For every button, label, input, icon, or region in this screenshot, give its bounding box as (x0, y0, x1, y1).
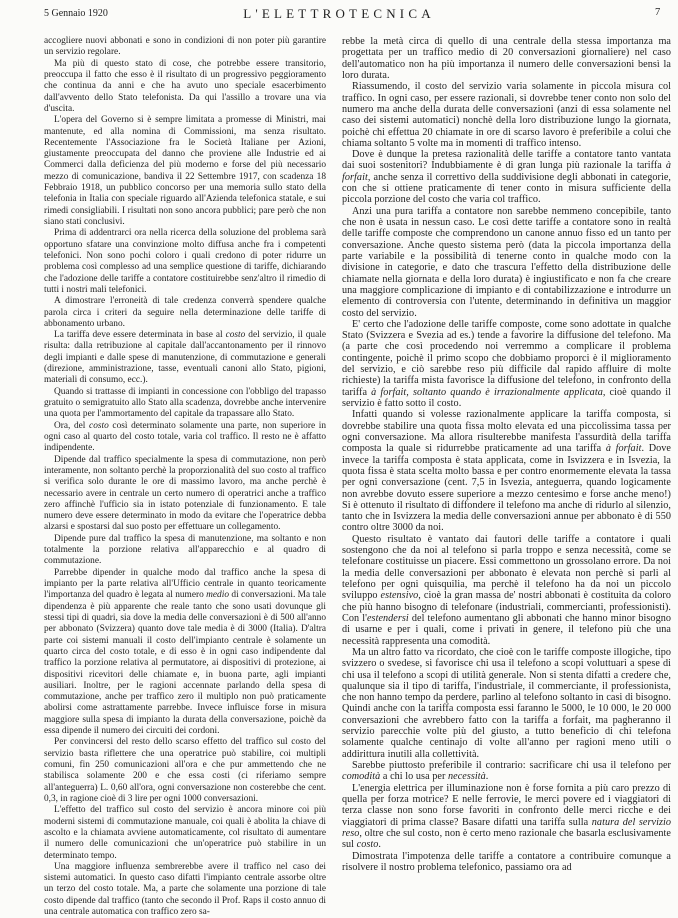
text-run: Dimostrata l'impotenza delle tariffe a contatore a contribuire comunque a risolvere il nostro problema telefonico, passiamo ora ad (342, 850, 671, 873)
paragraph (342, 783, 671, 851)
text-run: Dove è dunque la pretesa razionalità delle tariffe a contatore tanto vantata dai suoi sostenitori? Indubbiamente è di gran lunga più razionale la tariffa (342, 149, 671, 172)
text-run: A dimostrare l'erroneità di tale credenza converrà spendere qualche parola circa i criteri da seguire nella determinazione delle tariffe di abbonamento urbano. (44, 296, 326, 329)
text-run: Per convincersi del resto dello scarso effetto del traffico sul costo del servizio basta riflettere che una operatrice può stabilire, coi multipli comuni, fin 250 comunicazioni all'ora e che pur ammettendo che ne stabilisca solamente 200 e che essa costi (ci riferiamo sempre all'anteguerra) L. 0,60 all'ora, ogni conversazione non costerebbe che cent. 0,3, in ragione cioè di 3 lire per ogni 1000 conversazioni. (44, 737, 326, 804)
text-run: E' certo che l'adozione delle tariffe composte, come sono adottate in qualche Stato (Svizzera e Svezia ad es.) tende a favorire la diffusione del telefono. Ma (a parte che così procedendo noi verremmo a complicare il problema contingente, poichè il primo scopo che dobbiamo proporci è il miglioramento del servizio, e ciò sarebbe reso più difficile dal rapido affluire di molte richieste) la tariffa mista favorisce la diffusione del telefono, in confronto della tariffa (342, 318, 671, 398)
text-run: Ma più di questo stato di cose, che potrebbe essere transitorio, preoccupa il fatto che esso è il risultato di un progressivo peggioramento che continua da anni e che ha avuto uno speciale esacerbimento dall'avvento dello Stato telefonista. Da qui l'assillo a trovare una via d'uscita. (44, 58, 326, 114)
paragraph (44, 862, 326, 918)
text-run: La tariffa deve essere determinata in base al (54, 330, 226, 341)
text-run: , oltre che sul costo, non è certo meno razionale che basarla esclusivamente sul (342, 827, 671, 851)
text-run: Una maggiore influenza sembrerebbe avere il traffico nel caso dei sistemi automatici. In questo caso difatti l'impianto centrale assorbe oltre un terzo del costo totale. Ma, a parte che solamente una porzione di tale costo dipende dal traffico (tanto che secondo il Prof. Raps il costo annuo di una centrale automatica con traffico zero sa- (44, 861, 326, 918)
paragraph (44, 737, 326, 805)
text-run: , cioè la gran massa de' nostri abbonati è costituita da coloro che più hanno bisogno di telefonare (industriali, commercianti, professionisti). Con l' (342, 590, 671, 624)
italic-text: comodità (342, 771, 381, 783)
italic-text: à forfait, soltanto quando è irrazionalmente applicata (371, 386, 603, 398)
paragraph (44, 296, 326, 330)
text-run: L'energia elettrica per illuminazione non è forse fornita a più caro prezzo di quella per forza motrice? E nelle ferrovie, le merci povere ed i viaggiatori di terza classe non sono forse favoriti in confronto delle merci ricche e dei viaggiatori di prima classe? Basare difatti una tariffa sulla (342, 782, 671, 828)
text-run: Quando si trattasse di impianti in concessione con l'obbligo del trapasso gratuito o semigratuito allo Stato alla scadenza, dovrebbe anche intervenire una quota per l'ammortamento del capitale da trapassare allo Stato. (44, 386, 326, 420)
text-run: del servizio, il quale risulta: dalla retribuzione al capitale dall'accantonamento per il rinnovo degli impianti e dalle spese di manutenzione, di commutazione e generali (direzione, amministrazione, tasse, eventuali canoni allo Stato, pigioni, materiali di consumo, ecc.). (44, 330, 326, 386)
text-run: L'opera del Governo si è sempre limitata a promesse di Ministri, mai mantenute, ed alla nomina di Commissioni, ma senza risultato. Recentemente l'Associazione fra le Società Italiane per Azioni, giustamente preoccupata del danno che proviene alle Industrie ed ai Commerci dalla deficienza del più moderno e forse del più necessario mezzo di comunicazione, bandiva il 22 Settembre 1917, con scadenza 18 Febbraio 1918, un pubblico concorso per una memoria sullo stato della telefonia in Italia con speciale riguardo all'Azienda telefonica statale, e sui rimedi consigliabili. I risultati non sono ancora pubblici; pare però che non siano stati conclusivi. (44, 115, 326, 227)
text-run: Dipende pure dal traffico la spesa di manutenzione, ma soltanto e non totalmente la porzione relativa all'apparecchio e al quadro di commutazione. (44, 533, 326, 567)
text-run: Riassumendo, il costo del servizio varia solamente in piccola misura col traffico. In ogni caso, per essere razionali, si dovrebbe tener conto non solo del numero ma anche della durata delle conversazioni (anzi di essa solamente nel caso dei sistemi automatici) nonchè della loro distribuzione lungo la giornata, poichè chi effettua 20 chiamate in ore di scarso lavoro è preferibile a colui che chiama soltanto 5 volte ma in momenti di traffico intenso. (342, 81, 671, 149)
text-run: Ma un altro fatto va ricordato, che cioè con le tariffe composte illogiche, tipo svizzero o svedese, si favorisce chi usa il telefono a scopi voluttuari a spese di chi usa il telefono a scopi di utilità generale. Non si stenta difatti a credere che, qualunque sia il tipo di tariffa, l'industriale, il commerciante, il professionista, che non hanno tempo da perdere, parlino al telefono soltanto in casi di bisogno. Quindi anche con la tariffa composta essi faranno le 5000, le 10 000, le 20 000 conversazioni che avrebbero fatto con la tariffa a forfait, ma pagheranno il servizio parecchie volte più del giusto, a tutto beneficio di chi telefona solamente qualche centinajo di volte all'anno per ragioni meno utili o addirittura inutili alla collettività. (342, 646, 671, 760)
journal-title: L'ELETTROTECNICA (243, 6, 435, 21)
text-run: di conversazioni. Ma tale dipendenza è più apparente che reale tanto che sono usati dovunque gli stessi tipi di quadri, sia dove la media delle conversazioni è di 500 all'anno per abbonato (Svizzera) quanto dove tale media è di 3000 (Italia). D'altra parte coi sistemi manuali il costo dell'impianto centrale è solamente un quarto circa del costo totale, e di esso è in ogni caso indipendente dal traffico la porzione relativa al permutatore, ai dispositivi di protezione, ai dispositivi ricevitori delle chiamate e, in buona parte, agli impianti ausiliari. Inoltre, per le ragioni accennate parlando della spesa di commutazione, anche per traffico zero il multiplo non può praticamente abolirsi come astrattamente parrebbe. Invece influisce forse in misura maggiore sulla spesa di impianto la durata della conversazione, poichè da essa dipende il numero dei circuiti dei cordoni. (44, 590, 326, 737)
paragraph (44, 115, 326, 228)
text-run: . (485, 771, 489, 783)
italic-text: estensivo (380, 590, 419, 602)
paragraph (44, 805, 326, 862)
paragraph (342, 206, 671, 319)
paragraph (342, 534, 671, 647)
text-run: così determinato solamente una parte, non superiore in ogni caso al quarto del costo totale, varia col traffico. Il resto ne è affatto indipendente. (44, 420, 327, 454)
text-column-right (342, 36, 671, 873)
paragraph (44, 455, 326, 534)
paragraph (44, 330, 326, 387)
paragraph (44, 36, 326, 59)
text-run: Anzi una pura tariffa a contatore non sarebbe nemmeno concepibile, tanto che non è usata in nessun caso. Le così dette tariffe a contatore sono in realtà delle tariffe composte che comprendono un canone annuo fisso ed un tanto per conversazione. Anche questo sistema però (data la piccola importanza della parte variabile e la possibilità di tenerne conto in qualche modo con la divisione in categorie, e dato che trascura l'effetto della distribuzione delle chiamate nella giornata e della loro durata) è ingiustificato e non fa che creare una maggiore complicazione di impianto e di contabilizzazione e introdurre un elemento di controversia con l'utente, determinando in definitiva un maggior costo del servizio. (342, 205, 671, 319)
text-run: , cioè quando il servizio è fatto sotto il costo. (342, 386, 671, 409)
text-column-left (44, 36, 326, 918)
text-run: del telefono aumentano gli abbonati che hanno minor bisogno di usarne e per i quali, come i privati in genere, il telefono più che una necessità rappresenta una comodità. (342, 612, 672, 647)
paragraph (44, 534, 326, 568)
paragraph (342, 149, 671, 206)
paragraph (342, 647, 671, 760)
italic-text: costo (225, 330, 246, 341)
paragraph (44, 421, 326, 455)
page-number: 7 (655, 7, 661, 18)
page-header (0, 6, 678, 22)
text-run: Parrebbe dipender in qualche modo dal traffico anche la spesa di impianto per la parte relativa all'Ufficio centrale in quanto teoricamente l'importanza del quadro è legata al numero (44, 567, 326, 601)
text-run: Questo risultato è vantato dai fautori delle tariffe a contatore i quali sostengono che da noi al telefono si parla troppo e senza necessità, come se telefonare costituisse un piacere. Essi commettono un grossolano errore. Da noi la media delle conversazioni per abbonato è elevata non perchè si parli al telefono per ogni quisquilia, ma perchè il telefono ha da noi un piccolo sviluppo (342, 533, 671, 602)
paragraph (342, 851, 671, 874)
italic-text: medio (206, 590, 229, 601)
paragraph (342, 319, 671, 410)
text-run: L'effetto del traffico sul costo del servizio è ancora minore coi più moderni sistemi di commutazione manuale, coi quali è abolita la chiave di ascolto e la chiamata avviene automaticamente, col risultato di aumentare il numero delle comunicazioni che un'operatrice può stabilire in un determinato tempo. (44, 805, 326, 861)
text-run: rebbe la metà circa di quello di una centrale della stessa importanza ma progettata per un traffico medio di 20 conversazioni giornaliere) nel caso dell'automatico non ha più importanza il numero delle conversazioni bensì la loro durata. (342, 36, 671, 81)
text-run: a chi lo usa per (380, 771, 448, 783)
text-run: Prima di addentrarci ora nella ricerca della soluzione del problema sarà opportuno sfatare una convinzione molto diffusa anche fra i competenti telefonici. Non sono pochi coloro i quali credono di poter ridurre un problema così complesso ad una semplice questione di tariffe, dichiarando che l'adozione delle tariffe a contatore costituirebbe senz'altro il rimedio di tutti i nostri mali telefonici. (44, 228, 326, 295)
text-run: Dipende dal traffico specialmente la spesa di commutazione, non però interamente, non soltanto perchè la proporzionalità del suo costo al traffico si verifica solo durante le ore di massimo lavoro, ma anche perchè è necessario avere in centrale un certo numero di operatrici anche a traffico zero affinchè l'ufficio sia in istato potenziale di funzionamento. E tale numero deve essere determinato in modo da evitare che l'operatrice debba alzarsi e spostarsi dal suo posto per effettuare un collegamento. (44, 454, 326, 533)
text-run: , anche senza il correttivo della suddivisione degli abbonati in categorie, con che si ottiene praticamente di tener conto in misura sufficiente della piccola porzione del costo che varia col traffico. (342, 171, 671, 206)
text-run: . Dove invece la tariffa composta è stata applicata, come in Isvizzera e in Isvezia, la quota fissa è stata scelta molto bassa e per contro enormemente elevata la tassa per ogni conversazione (cent. 7,5 in Isvezia, anteguerra, quando logicamente non avrebbe dovuto essere superiore a mezzo centesimo e forse anche meno!) Si è ottenuto il risultato di diffondere il telefono ma anche di ridurlo al silenzio, tanto che in Isvizzera la media delle conversazioni annue per abbonato è di 550 contro oltre 3000 da noi. (342, 443, 671, 534)
paragraph (342, 760, 671, 783)
text-run: Sarebbe piuttosto preferibile il contrario: sacrificare chi usa il telefono per (352, 760, 671, 771)
italic-text: estendersi (366, 612, 409, 624)
issue-date: 5 Gennaio 1920 (44, 8, 108, 19)
italic-text: necessità (448, 771, 486, 783)
paragraph (342, 36, 671, 81)
italic-text: à forfait (605, 443, 642, 455)
italic-text: natura del servizio reso (342, 816, 671, 839)
paragraph (44, 568, 326, 738)
text-run: . (378, 839, 382, 851)
italic-text: costo (356, 839, 379, 851)
text-run: Infatti quando si volesse razionalmente applicare la tariffa composta, si dovrebbe stabilire una quota fissa molto elevata ed una piccolissima tassa per ogni conversazione. Ma allora risulterebbe manifesta l'assurdità della tariffa composta la quale si ridurrebbe praticamente ad una tariffa (342, 409, 671, 455)
paragraph (342, 409, 671, 533)
paragraph (44, 59, 326, 116)
paragraph (44, 228, 326, 296)
paragraph (342, 81, 671, 149)
text-run: accogliere nuovi abbonati e sono in condizioni di non poter più garantire un servizio regolare. (44, 36, 326, 58)
paragraph (44, 387, 326, 421)
text-run: Ora, del (54, 420, 90, 431)
italic-text: à forfait (342, 160, 671, 183)
italic-text: costo (89, 420, 109, 431)
